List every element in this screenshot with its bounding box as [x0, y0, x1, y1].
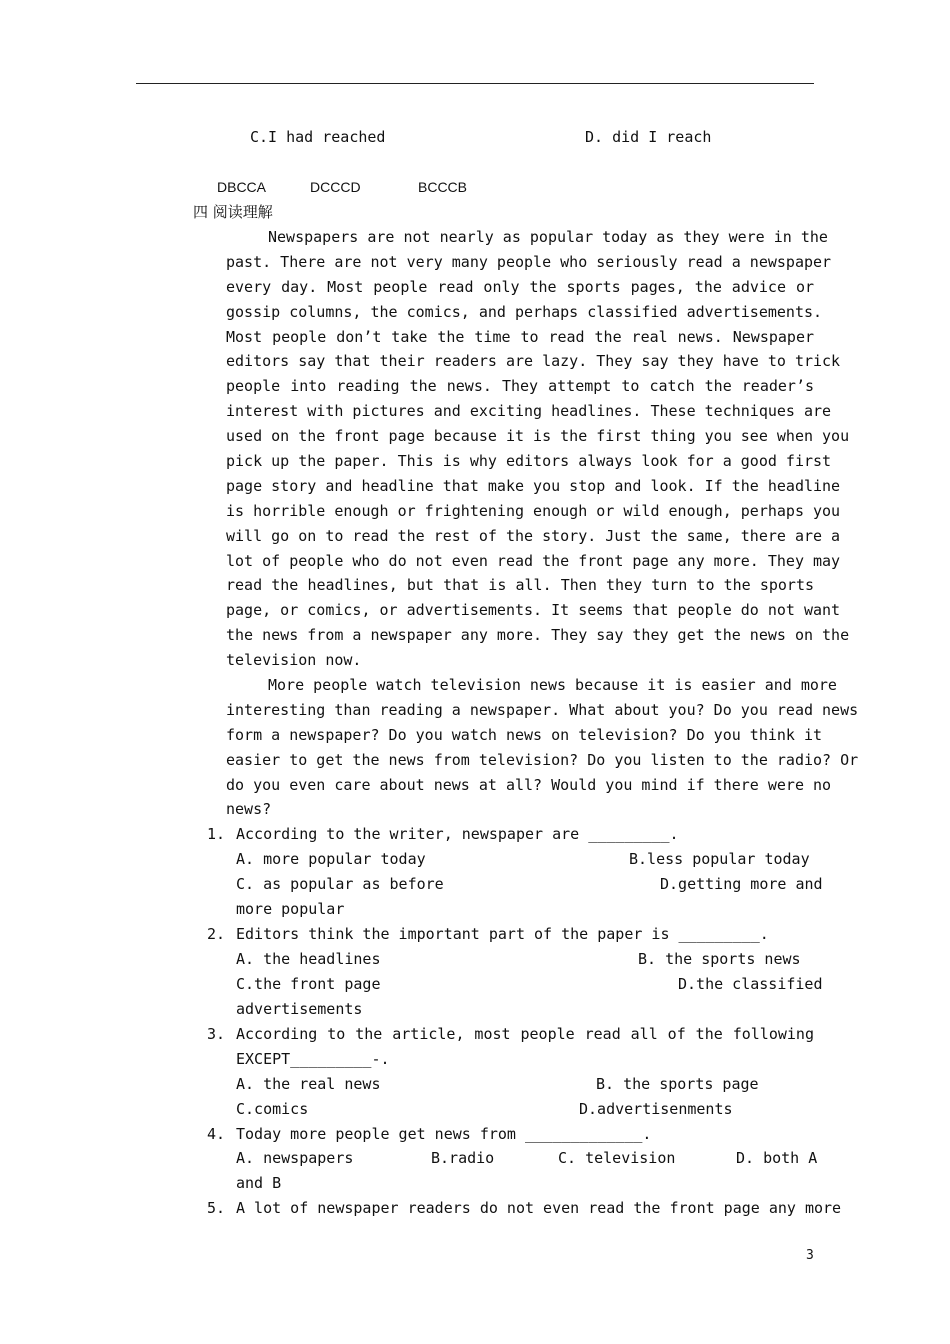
header-rule [136, 83, 814, 84]
question-2-option-b: B. the sports news [638, 950, 801, 968]
question-2-option-a: A. the headlines [236, 950, 381, 968]
question-3-option-d: D.advertisenments [579, 1100, 733, 1118]
passage-line: past. There are not very many people who seriously read a newspaper [226, 252, 832, 271]
question-4-stem: Today more people get news from _____________. [236, 1125, 652, 1143]
question-2-stem: Editors think the important part of the paper is _________. [236, 925, 769, 943]
question-1-option-d: D.getting more and [660, 875, 823, 893]
answer-group-2: DCCCD [310, 179, 361, 195]
passage-line: interesting than reading a newspaper. What about you? Do you read news [226, 700, 859, 719]
question-5-number: 5. [207, 1199, 226, 1217]
passage-line: editors say that their readers are lazy. They say they have to trick [226, 352, 841, 371]
question-4-option-b: B.radio [431, 1149, 495, 1167]
passage-line: will go on to read the rest of the story. Just the same, there are a [226, 526, 841, 545]
passage-line: read the headlines, but that is all. Then they turn to the sports [226, 576, 814, 595]
question-4-option-a: A. newspapers [236, 1149, 354, 1167]
question-3-option-a: A. the real news [236, 1075, 381, 1093]
question-4-option-d: D. both A [736, 1149, 818, 1167]
question-3-option-c: C.comics [236, 1100, 309, 1118]
question-2-option-d-cont: advertisements [236, 1000, 363, 1018]
passage-line: page, or comics, or advertisements. It seems that people do not want [226, 601, 841, 620]
question-5-stem: A lot of newspaper readers do not even read the front page any more [236, 1199, 842, 1217]
passage-line: pick up the paper. This is why editors always look for a good first [226, 452, 832, 471]
passage-line: people into reading the news. They attempt to catch the reader’s [226, 377, 814, 396]
question-4-option-c: C. television [558, 1149, 676, 1167]
page-number: 3 [806, 1248, 814, 1263]
passage-line: lot of people who do not even read the front page any more. They may [226, 551, 841, 570]
passage-line: More people watch television news because it is easier and more [268, 676, 837, 695]
question-3-stem: According to the article, most people read all of the following [236, 1025, 814, 1043]
question-1-number: 1. [207, 825, 226, 843]
passage-line: Newspapers are not nearly as popular today as they were in the [268, 228, 828, 246]
prev-option-d: D. did I reach [585, 128, 712, 146]
question-2-option-c: C.the front page [236, 975, 381, 993]
question-4-number: 4. [207, 1125, 226, 1143]
reading-passage [226, 225, 859, 822]
question-3-number: 3. [207, 1025, 226, 1043]
question-2-option-d: D.the classified [678, 975, 823, 993]
question-3-stem-cont: EXCEPT_________-. [236, 1050, 390, 1068]
section-title: 四 阅读理解 [193, 203, 273, 221]
passage-line: easier to get the news from television? Do you listen to the radio? Or [226, 750, 859, 769]
question-2-number: 2. [207, 925, 226, 943]
passage-line: Most people don’t take the time to read the real news. Newspaper [226, 327, 814, 346]
passage-line: the news from a newspaper any more. They say they get the news on the [226, 626, 850, 645]
passage-line: used on the front page because it is the first thing you see when you [226, 427, 850, 446]
prev-option-c: C.I had reached [250, 128, 386, 146]
question-1-option-b: B.less popular today [629, 850, 810, 868]
passage-line: every day. Most people read only the sports pages, the advice or [226, 277, 814, 296]
passage-line: is horrible enough or frightening enough or wild enough, perhaps you [226, 501, 841, 520]
passage-line: gossip columns, the comics, and perhaps classified advertisements. [226, 302, 823, 321]
passage-line: page story and headline that make you stop and look. If the headline [226, 476, 841, 495]
question-4-option-d-cont: and B [236, 1174, 282, 1192]
question-3-option-b: B. the sports page [596, 1075, 759, 1093]
question-1-option-a: A. more popular today [236, 850, 426, 868]
question-1-stem: According to the writer, newspaper are _________. [236, 825, 679, 843]
passage-line: interest with pictures and exciting headlines. These techniques are [226, 402, 832, 421]
passage-line: do you even care about news at all? Would you mind if there were no [226, 775, 832, 794]
passage-line: television now. [226, 651, 362, 670]
question-1-option-d-cont: more popular [236, 900, 345, 918]
question-1-option-c: C. as popular as before [236, 875, 444, 893]
answer-group-1: DBCCA [217, 179, 267, 195]
passage-line: form a newspaper? Do you watch news on television? Do you think it [226, 725, 823, 744]
passage-line: news? [226, 800, 272, 819]
answer-group-3: BCCCB [418, 179, 468, 195]
